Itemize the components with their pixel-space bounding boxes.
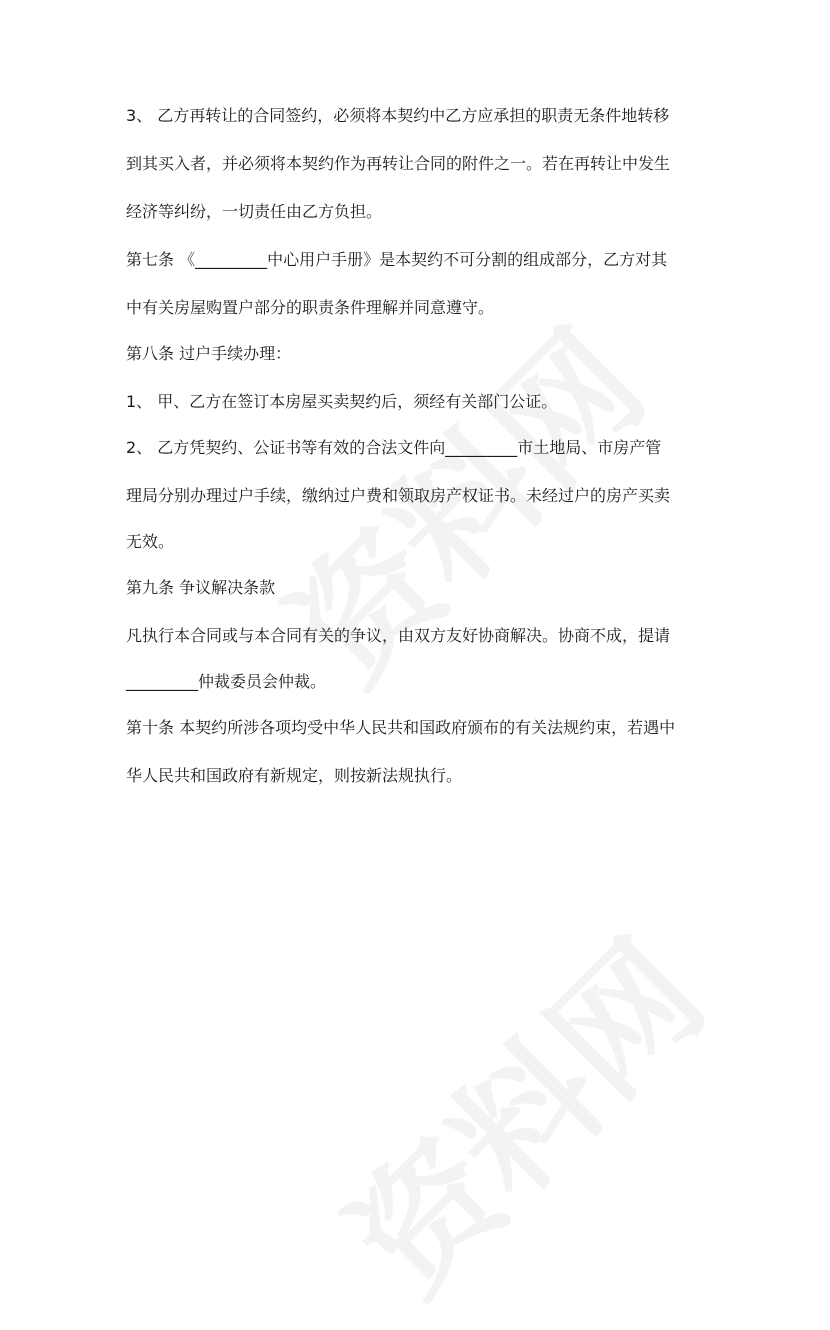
clause-8-item-1: 1、 甲、乙方在签订本房屋买卖契约后，须经有关部门公证。 <box>126 392 558 411</box>
clause-9-heading: 第九条 争议解决条款 <box>126 578 276 597</box>
clause-10-line-2: 华人民共和国政府有新规定，则按新法规执行。 <box>126 766 463 785</box>
watermark <box>300 891 739 1330</box>
clause-7-line-1: 第七条 《_________中心用户手册》是本契约不可分割的组成部分，乙方对其 <box>126 250 668 269</box>
clause-8-item-2-line-2: 理局分别办理过户手续，缴纳过户费和领取房产权证书。未经过户的房产买卖 <box>126 486 671 505</box>
clause-8-heading: 第八条 过户手续办理： <box>126 344 292 363</box>
clause-10-line-1: 第十条 本契约所涉各项均受中华人民共和国政府颁布的有关法规约束，若遇中 <box>126 718 676 737</box>
clause-9-body-line-1: 凡执行本合同或与本合同有关的争议，由双方友好协商解决。协商不成，提请 <box>126 626 671 645</box>
clause-6-item-3-line-1: 3、 乙方再转让的合同签约，必须将本契约中乙方应承担的职责无条件地转移 <box>126 106 670 125</box>
clause-6-item-3-line-3: 经济等纠纷，一切责任由乙方负担。 <box>126 202 383 221</box>
clause-8-item-2-line-3: 无效。 <box>126 532 175 551</box>
clause-6-item-3-line-2: 到其买入者，并必须将本契约作为再转让合同的附件之一。若在再转让中发生 <box>126 154 671 173</box>
clause-7-line-2: 中有关房屋购置户部分的职责条件理解并同意遵守。 <box>126 298 495 317</box>
clause-8-item-2-line-1: 2、 乙方凭契约、公证书等有效的合法文件向_________市土地局、市房产管 <box>126 438 662 457</box>
clause-9-body-line-2: _________仲裁委员会仲裁。 <box>126 672 327 691</box>
